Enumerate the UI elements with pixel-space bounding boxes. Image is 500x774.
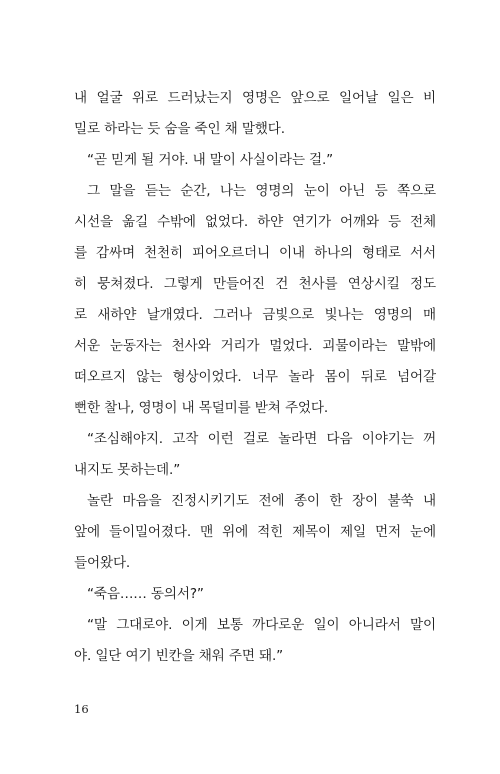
text-line: 밀로 하라는 듯 숨을 죽인 채 말했다.: [74, 121, 285, 137]
text-line: 를 감싸며 천천히 피어오르더니 이내 하나의 형태로 서서: [74, 245, 436, 261]
text-line: 떠오르지 않는 형상이었다. 너무 놀라 몸이 뒤로 넘어갈: [74, 369, 436, 385]
text-line: “곧 믿게 될 거야. 내 말이 사실이라는 걸.”: [87, 152, 334, 168]
text-line: 히 뭉쳐졌다. 그렇게 만들어진 건 천사를 연상시킬 정도: [74, 276, 436, 292]
text-line: 야. 일단 여기 빈칸을 채워 주면 돼.”: [74, 648, 284, 664]
text-line: 내지도 못하는데.”: [74, 462, 181, 478]
text-line: “조심해야지. 고작 이런 걸로 놀라면 다음 이야기는 꺼: [87, 431, 436, 447]
text-line: 들어왔다.: [74, 555, 131, 571]
text-line: 서운 눈동자는 천사와 거리가 멀었다. 괴물이라는 말밖에: [74, 338, 436, 354]
page-number: 16: [74, 702, 89, 716]
text-line: 앞에 들이밀어졌다. 맨 위에 적힌 제목이 제일 먼저 눈에: [74, 524, 436, 540]
text-line: 뻔한 찰나, 영명이 내 목덜미를 받쳐 주었다.: [74, 400, 329, 416]
text-line: 시선을 옮길 수밖에 없었다. 하얀 연기가 어깨와 등 전체: [74, 214, 436, 230]
text-line: 내 얼굴 위로 드러났는지 영명은 앞으로 일어날 일은 비: [74, 90, 436, 106]
text-line: 놀란 마음을 진정시키기도 전에 종이 한 장이 불쑥 내: [87, 493, 436, 509]
text-line: 로 새하얀 날개였다. 그러나 금빛으로 빛나는 영명의 매: [74, 307, 436, 323]
text-line: “말 그대로야. 이게 보통 까다로운 일이 아니라서 말이: [87, 617, 436, 633]
text-line: “죽음…… 동의서?”: [87, 586, 204, 602]
body-text: [74, 83, 436, 672]
text-line: 그 말을 듣는 순간, 나는 영명의 눈이 아닌 등 쪽으로: [87, 183, 436, 199]
